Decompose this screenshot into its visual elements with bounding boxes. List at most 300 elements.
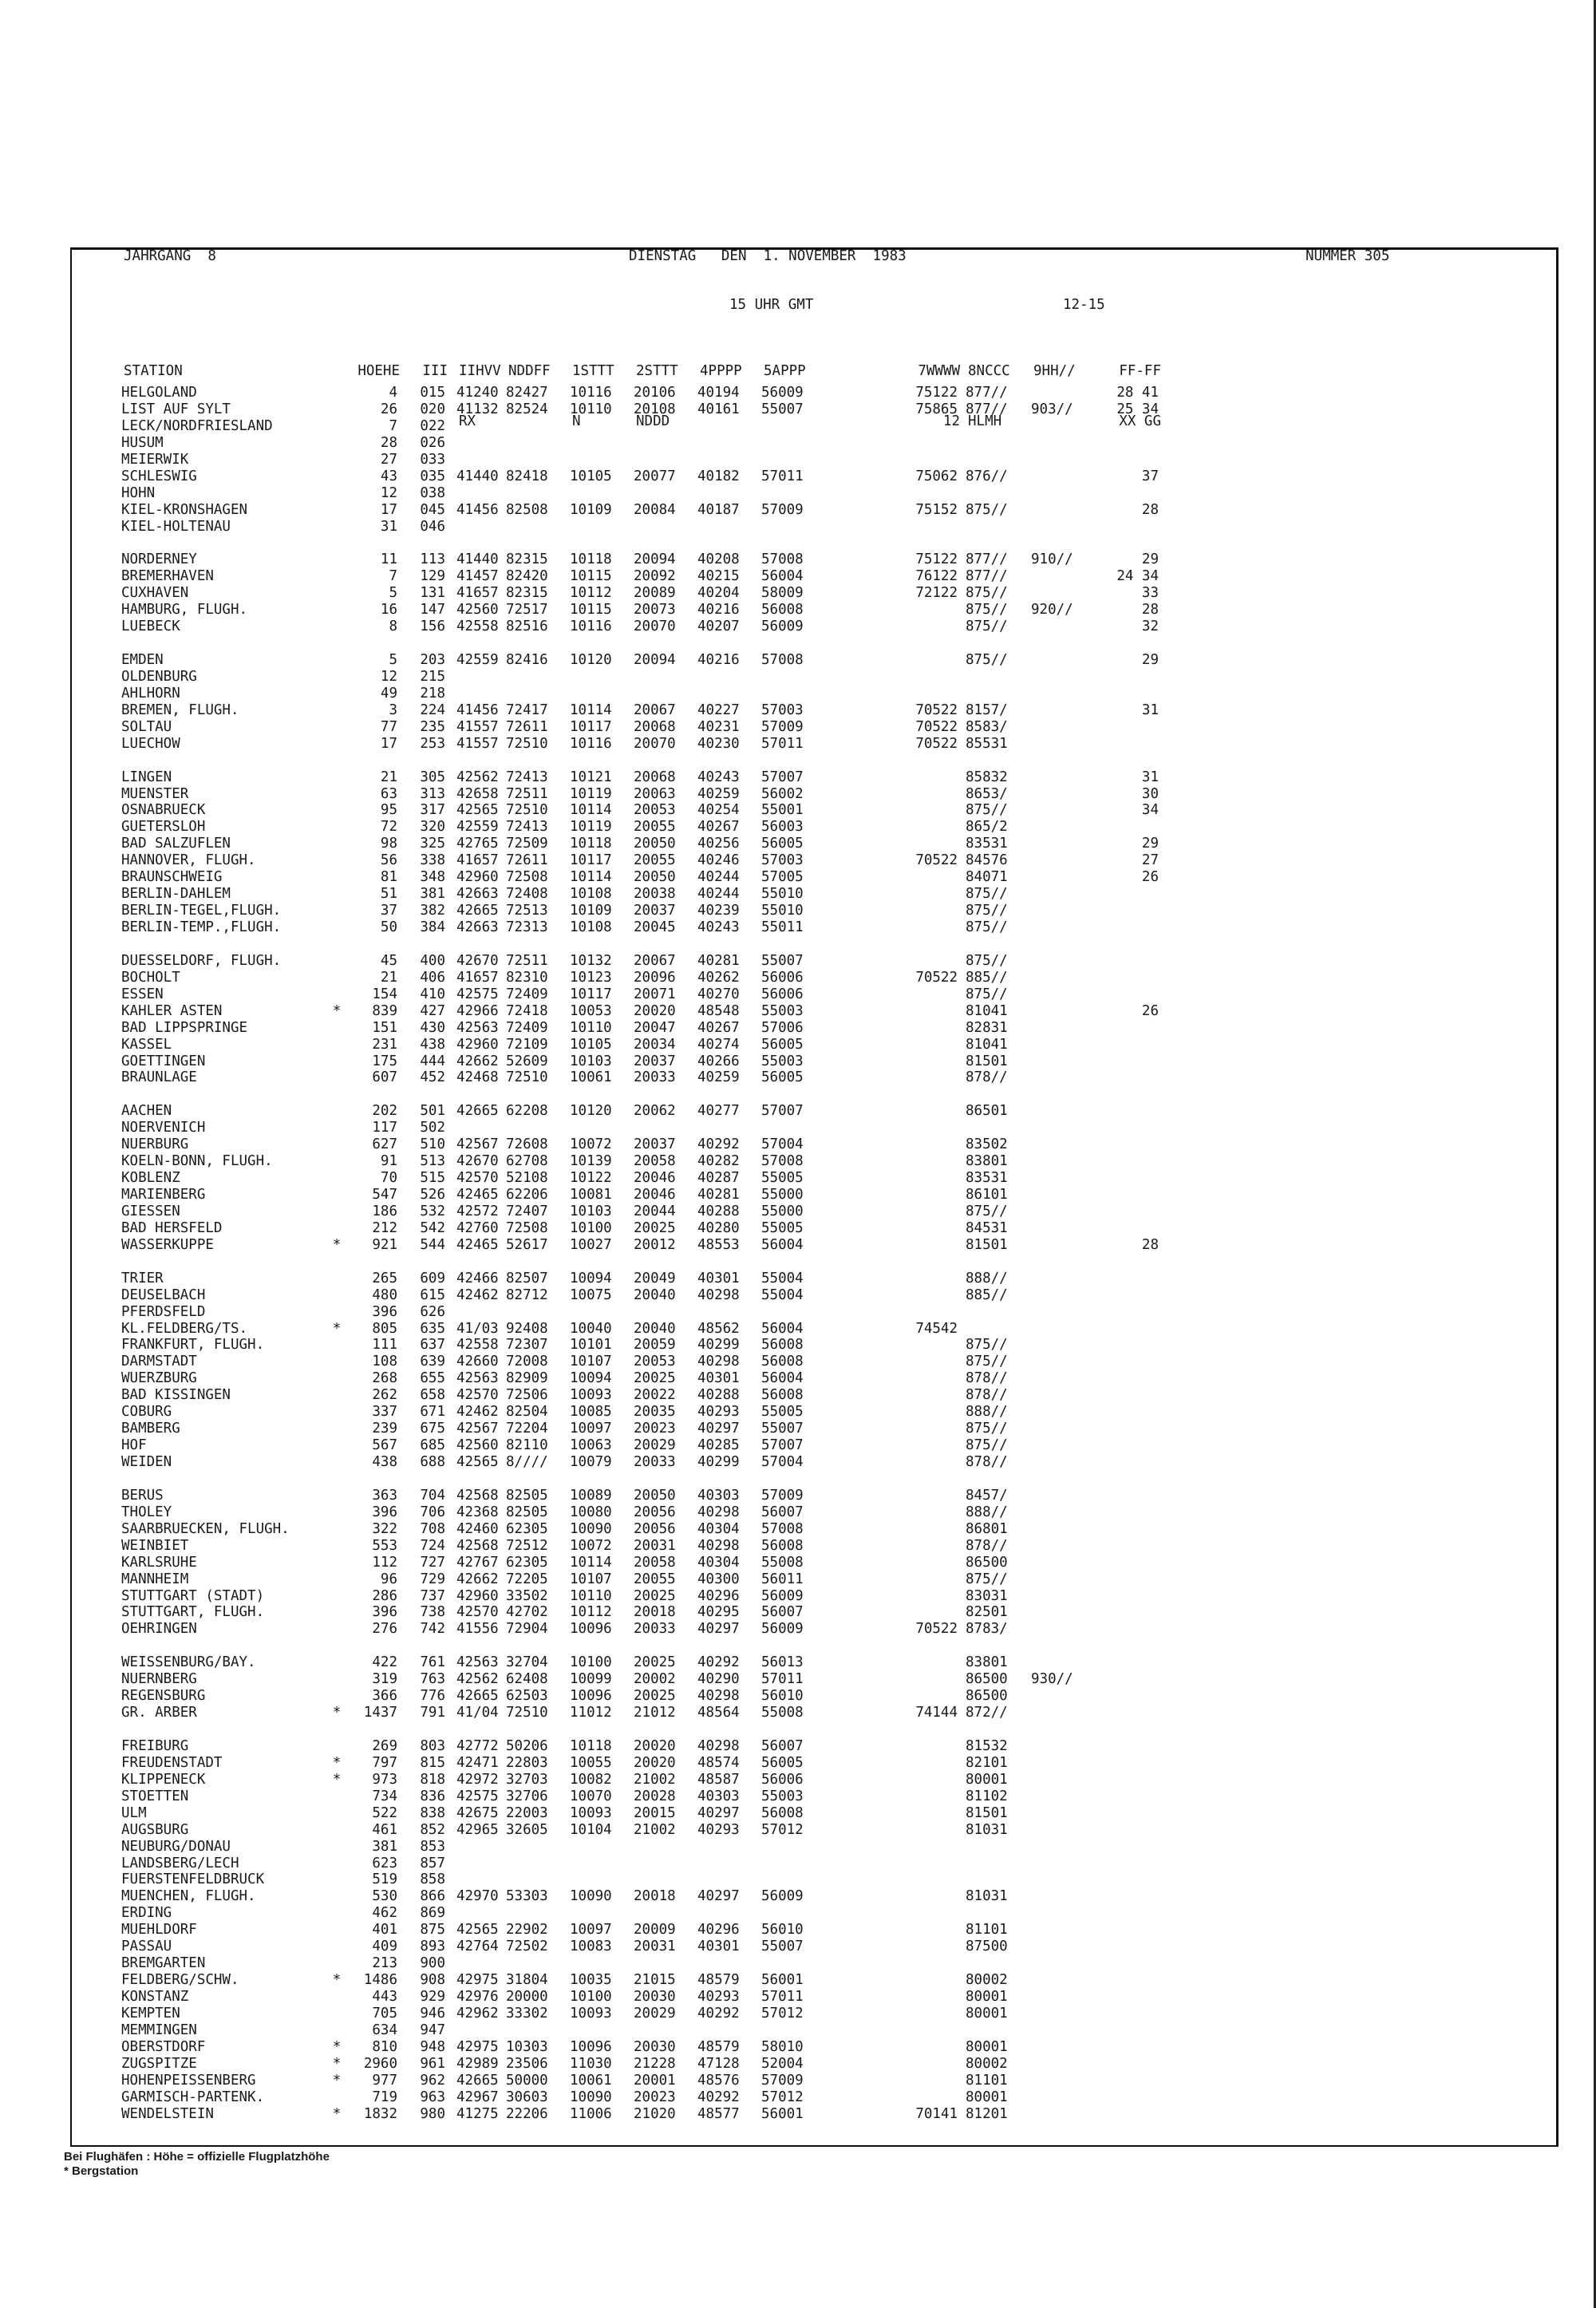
station-name: HOHENPEISSENBERG <box>121 2072 256 2089</box>
table-row <box>121 1220 1159 1237</box>
group-iihvv: 42970 <box>456 1888 499 1905</box>
group-nddff: 82909 <box>506 1370 548 1387</box>
group-nddff: 50206 <box>506 1737 548 1754</box>
station-name: GARMISCH-PARTENK. <box>121 2089 265 2105</box>
station-height: 973 <box>372 1771 397 1788</box>
group-2sttt: 20046 <box>634 1187 676 1203</box>
station-name: ULM <box>121 1804 147 1821</box>
station-height: 409 <box>372 1938 397 1955</box>
group-2sttt: 20084 <box>634 501 676 518</box>
group-4pppp: 40277 <box>697 1103 740 1120</box>
station-height: 111 <box>372 1337 397 1354</box>
station-id: 381 <box>420 886 445 903</box>
group-nddff: 72611 <box>506 852 548 869</box>
group-separator <box>121 1721 1159 1738</box>
station-height: 26 <box>380 401 397 417</box>
group-1sttt: 10090 <box>570 1888 612 1905</box>
group-8nccc: 865/2 <box>966 819 1008 836</box>
group-5appp: 56003 <box>761 819 804 836</box>
station-name: THOLEY <box>121 1504 172 1520</box>
group-5appp: 57007 <box>761 1103 804 1120</box>
group-iihvv: 42570 <box>456 1170 499 1187</box>
station-name: KIEL-KRONSHAGEN <box>121 501 248 518</box>
group-8nccc: 875// <box>966 501 1008 518</box>
group-iihvv: 41657 <box>456 585 499 602</box>
station-id: 038 <box>420 484 445 501</box>
table-row <box>121 819 1159 836</box>
group-iihvv: 42772 <box>456 1737 499 1754</box>
group-4pppp: 40215 <box>697 568 740 585</box>
gust-ff: 26 <box>1141 1002 1159 1019</box>
station-height: 7 <box>389 417 397 434</box>
station-height: 522 <box>372 1804 397 1821</box>
group-1sttt: 10089 <box>570 1487 612 1504</box>
station-id: 430 <box>420 1019 445 1036</box>
station-name: LUEBECK <box>121 618 180 635</box>
station-id: 671 <box>420 1404 445 1421</box>
table-row <box>121 919 1159 936</box>
group-8nccc: 875// <box>966 585 1008 602</box>
group-5appp: 55003 <box>761 1788 804 1804</box>
group-8nccc: 888// <box>966 1504 1008 1520</box>
group-iihvv: 42468 <box>456 1069 499 1086</box>
group-8nccc: 81501 <box>966 1053 1008 1069</box>
group-9hh: 920// <box>1031 602 1073 618</box>
station-height: 77 <box>380 718 397 735</box>
station-id: 776 <box>420 1688 445 1705</box>
group-2sttt: 20022 <box>634 1387 676 1404</box>
group-1sttt: 10105 <box>570 1036 612 1053</box>
station-id: 704 <box>420 1487 445 1504</box>
group-7wwww: 74144 <box>915 1705 958 1721</box>
group-5appp: 55001 <box>761 802 804 819</box>
group-separator <box>121 1471 1159 1488</box>
station-name: HAMBURG, FLUGH. <box>121 602 248 618</box>
group-1sttt: 10139 <box>570 1153 612 1170</box>
station-name: MEIERWIK <box>121 451 189 468</box>
group-2sttt: 20070 <box>634 618 676 635</box>
station-id: 836 <box>420 1788 445 1804</box>
station-name: KARLSRUHE <box>121 1554 197 1571</box>
station-name: MUENCHEN, FLUGH. <box>121 1888 256 1905</box>
group-5appp: 55004 <box>761 1286 804 1303</box>
station-name: BRAUNLAGE <box>121 1069 197 1086</box>
station-name: HANNOVER, FLUGH. <box>121 852 256 869</box>
group-5appp: 56001 <box>761 1972 804 1989</box>
table-row <box>121 769 1159 786</box>
group-iihvv: 42670 <box>456 1153 499 1170</box>
group-iihvv: 42975 <box>456 1972 499 1989</box>
station-id: 946 <box>420 2005 445 2021</box>
group-4pppp: 40296 <box>697 1587 740 1604</box>
group-2sttt: 20094 <box>634 551 676 568</box>
group-2sttt: 20046 <box>634 1170 676 1187</box>
group-1sttt: 10115 <box>570 568 612 585</box>
group-nddff: 72508 <box>506 869 548 886</box>
group-iihvv: 42976 <box>456 1989 499 2005</box>
table-row <box>121 836 1159 852</box>
group-nddff: 82505 <box>506 1487 548 1504</box>
station-id: 215 <box>420 668 445 685</box>
station-id: 113 <box>420 551 445 568</box>
group-4pppp: 40298 <box>697 1354 740 1370</box>
table-row <box>121 1788 1159 1805</box>
station-id: 929 <box>420 1989 445 2005</box>
group-2sttt: 20015 <box>634 1804 676 1821</box>
group-2sttt: 20029 <box>634 1437 676 1454</box>
station-name: BAD KISSINGEN <box>121 1387 231 1404</box>
station-id: 253 <box>420 735 445 752</box>
station-height: 921 <box>372 1236 397 1253</box>
group-5appp: 56004 <box>761 1236 804 1253</box>
group-2sttt: 20067 <box>634 701 676 718</box>
group-4pppp: 40301 <box>697 1270 740 1286</box>
station-name: BAD LIPPSPRINGE <box>121 1019 248 1036</box>
group-5appp: 56007 <box>761 1604 804 1621</box>
station-id: 033 <box>420 451 445 468</box>
group-2sttt: 20030 <box>634 1989 676 2005</box>
header-group-1sttt: N <box>572 413 581 429</box>
station-height: 17 <box>380 501 397 518</box>
gust-ff: 31 <box>1141 769 1159 785</box>
table-row <box>121 1120 1159 1136</box>
table-row <box>121 669 1159 686</box>
group-iihvv: 42665 <box>456 1688 499 1705</box>
station-name: DEUSELBACH <box>121 1286 206 1303</box>
station-id: 501 <box>420 1103 445 1120</box>
group-nddff: 82315 <box>506 585 548 602</box>
station-name: BERLIN-TEMP.,FLUGH. <box>121 919 282 935</box>
group-4pppp: 40208 <box>697 551 740 568</box>
group-nddff: 72502 <box>506 1938 548 1955</box>
station-name: GR. ARBER <box>121 1705 197 1721</box>
group-8nccc: 86500 <box>966 1688 1008 1705</box>
station-name: KL.FELDBERG/TS. <box>121 1320 248 1337</box>
table-row <box>121 418 1159 435</box>
group-1sttt: 10110 <box>570 1019 612 1036</box>
station-id: 022 <box>420 417 445 434</box>
group-8nccc: 81201 <box>966 2105 1008 2122</box>
group-4pppp: 40280 <box>697 1219 740 1236</box>
station-id: 742 <box>420 1621 445 1638</box>
group-nddff: 72205 <box>506 1571 548 1587</box>
station-id: 815 <box>420 1754 445 1771</box>
table-row <box>121 1321 1159 1338</box>
group-iihvv: 41/03 <box>456 1320 499 1337</box>
group-8nccc: 878// <box>966 1069 1008 1086</box>
group-8nccc: 875// <box>966 1571 1008 1587</box>
group-1sttt: 10063 <box>570 1437 612 1454</box>
group-4pppp: 40297 <box>697 1804 740 1821</box>
group-7wwww: 75122 <box>915 551 958 568</box>
group-iihvv: 42568 <box>456 1537 499 1554</box>
header-group-8nccc: 8NCCC <box>968 362 1010 379</box>
station-height: 11 <box>380 551 397 568</box>
group-1sttt: 10094 <box>570 1270 612 1286</box>
station-id: 452 <box>420 1069 445 1086</box>
group-7wwww: 75122 <box>915 385 958 401</box>
group-5appp: 55008 <box>761 1554 804 1571</box>
group-iihvv: 42562 <box>456 769 499 785</box>
gust-ff: 37 <box>1141 468 1159 484</box>
station-height: 1486 <box>363 1972 397 1989</box>
station-height: 977 <box>372 2072 397 2089</box>
group-4pppp: 48548 <box>697 1002 740 1019</box>
group-nddff: 72408 <box>506 886 548 903</box>
station-id: 637 <box>420 1337 445 1354</box>
station-height: 519 <box>372 1871 397 1888</box>
group-iihvv: 41/04 <box>456 1705 499 1721</box>
station-name: BAD SALZUFLEN <box>121 836 231 852</box>
group-1sttt: 10117 <box>570 986 612 1002</box>
gust-ff: 27 <box>1141 852 1159 869</box>
table-row <box>121 502 1159 519</box>
group-2sttt: 20049 <box>634 1270 676 1286</box>
group-4pppp: 40216 <box>697 602 740 618</box>
table-row <box>121 2056 1159 2073</box>
table-row <box>121 652 1159 669</box>
group-nddff: 72008 <box>506 1354 548 1370</box>
group-nddff: 72409 <box>506 1019 548 1036</box>
group-8nccc: 81501 <box>966 1804 1008 1821</box>
mountain-marker: * <box>332 1705 342 1721</box>
mountain-marker: * <box>332 1320 342 1337</box>
station-height: 81 <box>380 869 397 886</box>
group-2sttt: 20055 <box>634 852 676 869</box>
table-row <box>121 1805 1159 1822</box>
group-5appp: 55010 <box>761 903 804 919</box>
group-2sttt: 21015 <box>634 1972 676 1989</box>
group-iihvv: 42575 <box>456 1788 499 1804</box>
station-height: 2960 <box>363 2055 397 2072</box>
group-2sttt: 20089 <box>634 585 676 602</box>
table-row <box>121 1020 1159 1037</box>
table-row <box>121 736 1159 753</box>
station-id: 948 <box>420 2038 445 2055</box>
group-2sttt: 20055 <box>634 819 676 836</box>
table-row <box>121 1588 1159 1605</box>
header-group-iihvv: RX <box>459 413 476 429</box>
station-name: FELDBERG/SCHW. <box>121 1972 239 1989</box>
group-8nccc: 81102 <box>966 1788 1008 1804</box>
station-name: AUGSBURG <box>121 1821 189 1838</box>
station-height: 21 <box>380 969 397 986</box>
group-8nccc: 878// <box>966 1537 1008 1554</box>
station-name: KEMPTEN <box>121 2005 180 2021</box>
group-iihvv: 42670 <box>456 952 499 969</box>
station-name: GOETTINGEN <box>121 1053 206 1069</box>
station-height: 265 <box>372 1270 397 1286</box>
station-id: 045 <box>420 501 445 518</box>
header-group-7wwww: 12 <box>942 413 960 429</box>
group-2sttt: 20012 <box>634 1236 676 1253</box>
table-row <box>121 1437 1159 1454</box>
group-iihvv: 42567 <box>456 1421 499 1437</box>
station-height: 547 <box>372 1187 397 1203</box>
group-nddff: 72510 <box>506 802 548 819</box>
station-name: LIST AUF SYLT <box>121 401 231 417</box>
group-iihvv: 42565 <box>456 1922 499 1938</box>
station-id: 131 <box>420 585 445 602</box>
group-1sttt: 10072 <box>570 1537 612 1554</box>
mountain-marker: * <box>332 1236 342 1253</box>
group-iihvv: 42465 <box>456 1187 499 1203</box>
station-id: 427 <box>420 1002 445 1019</box>
group-4pppp: 40298 <box>697 1737 740 1754</box>
station-id: 317 <box>420 802 445 819</box>
table-row <box>121 1053 1159 1070</box>
group-iihvv: 42989 <box>456 2055 499 2072</box>
group-2sttt: 20025 <box>634 1370 676 1387</box>
table-row <box>121 1521 1159 1538</box>
group-4pppp: 40231 <box>697 718 740 735</box>
station-height: 805 <box>372 1320 397 1337</box>
station-height: 91 <box>380 1153 397 1170</box>
group-2sttt: 20045 <box>634 919 676 935</box>
group-4pppp: 40298 <box>697 1504 740 1520</box>
station-height: 443 <box>372 1989 397 2005</box>
group-nddff: 30603 <box>506 2089 548 2105</box>
group-nddff: 72513 <box>506 903 548 919</box>
station-name: MEMMINGEN <box>121 2021 197 2038</box>
group-1sttt: 10027 <box>570 1236 612 1253</box>
group-8nccc: 84576 <box>966 852 1008 869</box>
group-5appp: 56004 <box>761 568 804 585</box>
group-2sttt: 20092 <box>634 568 676 585</box>
group-8nccc: 875// <box>966 952 1008 969</box>
group-1sttt: 10075 <box>570 1286 612 1303</box>
group-9hh: 930// <box>1031 1671 1073 1688</box>
group-1sttt: 10093 <box>570 1804 612 1821</box>
group-nddff: 53303 <box>506 1888 548 1905</box>
station-name: TRIER <box>121 1270 164 1286</box>
group-5appp: 55003 <box>761 1053 804 1069</box>
group-iihvv: 42663 <box>456 919 499 935</box>
station-id: 688 <box>420 1454 445 1470</box>
station-height: 396 <box>372 1504 397 1520</box>
station-id: 852 <box>420 1821 445 1838</box>
header-group-8nccc: HLMH <box>968 413 1002 429</box>
group-1sttt: 10061 <box>570 1069 612 1086</box>
group-5appp: 55003 <box>761 1002 804 1019</box>
group-iihvv: 41440 <box>456 551 499 568</box>
group-2sttt: 20040 <box>634 1320 676 1337</box>
group-iihvv: 42975 <box>456 2038 499 2055</box>
mountain-marker: * <box>332 1771 342 1788</box>
group-8nccc: 8583/ <box>966 718 1008 735</box>
table-row <box>121 401 1159 418</box>
group-5appp: 55010 <box>761 886 804 903</box>
group-2sttt: 20056 <box>634 1504 676 1520</box>
group-5appp: 56008 <box>761 602 804 618</box>
group-nddff: 82418 <box>506 468 548 484</box>
header-group-9hh: 9HH// <box>1033 362 1076 379</box>
group-4pppp: 40161 <box>697 401 740 417</box>
group-iihvv: 41556 <box>456 1621 499 1638</box>
group-1sttt: 10107 <box>570 1354 612 1370</box>
station-height: 810 <box>372 2038 397 2055</box>
table-row <box>121 1538 1159 1555</box>
group-nddff: 72418 <box>506 1002 548 1019</box>
station-id: 738 <box>420 1604 445 1621</box>
group-nddff: 72511 <box>506 785 548 802</box>
station-id: 737 <box>420 1587 445 1604</box>
table-row <box>121 1271 1159 1287</box>
group-2sttt: 20030 <box>634 2038 676 2055</box>
station-id: 313 <box>420 785 445 802</box>
station-height: 212 <box>372 1219 397 1236</box>
table-row <box>121 618 1159 635</box>
station-name: MANNHEIM <box>121 1571 189 1587</box>
group-separator <box>121 1254 1159 1271</box>
group-nddff: 72904 <box>506 1621 548 1638</box>
group-4pppp: 40293 <box>697 1404 740 1421</box>
group-iihvv: 42570 <box>456 1387 499 1404</box>
group-8nccc: 86801 <box>966 1520 1008 1537</box>
group-5appp: 57007 <box>761 1437 804 1454</box>
station-id: 615 <box>420 1286 445 1303</box>
group-8nccc: 82101 <box>966 1754 1008 1771</box>
station-id: 046 <box>420 518 445 535</box>
group-nddff: 72608 <box>506 1136 548 1153</box>
station-id: 218 <box>420 685 445 701</box>
footnote-airport-height: Bei Flughäfen : Höhe = offizielle Flugplatzhöhe <box>64 2150 330 2164</box>
group-4pppp: 40298 <box>697 1286 740 1303</box>
group-1sttt: 10094 <box>570 1370 612 1387</box>
group-8nccc: 81101 <box>966 2072 1008 2089</box>
station-height: 117 <box>372 1120 397 1136</box>
station-id: 727 <box>420 1554 445 1571</box>
group-1sttt: 10055 <box>570 1754 612 1771</box>
group-8nccc: 888// <box>966 1404 1008 1421</box>
station-name: BERLIN-TEGEL,FLUGH. <box>121 903 282 919</box>
station-id: 410 <box>420 986 445 1002</box>
group-nddff: 72413 <box>506 819 548 836</box>
station-height: 623 <box>372 1855 397 1871</box>
group-iihvv: 42560 <box>456 1437 499 1454</box>
group-8nccc: 80001 <box>966 2038 1008 2055</box>
group-8nccc: 80002 <box>966 2055 1008 2072</box>
group-iihvv: 42960 <box>456 1036 499 1053</box>
station-id: 685 <box>420 1437 445 1454</box>
group-2sttt: 20020 <box>634 1002 676 1019</box>
group-5appp: 55007 <box>761 952 804 969</box>
station-height: 51 <box>380 886 397 903</box>
group-iihvv: 42572 <box>456 1203 499 1219</box>
table-row <box>121 585 1159 602</box>
group-1sttt: 10082 <box>570 1771 612 1788</box>
group-5appp: 55007 <box>761 1421 804 1437</box>
table-row <box>121 1555 1159 1571</box>
station-height: 45 <box>380 952 397 969</box>
table-row <box>121 468 1159 485</box>
station-id: 724 <box>420 1537 445 1554</box>
group-nddff: 72413 <box>506 769 548 785</box>
station-id: 761 <box>420 1654 445 1671</box>
station-height: 63 <box>380 785 397 802</box>
header-group-iihvv: IIHVV <box>459 362 501 379</box>
group-nddff: 42702 <box>506 1604 548 1621</box>
group-4pppp: 40300 <box>697 1571 740 1587</box>
table-row <box>121 602 1159 618</box>
issue-number: NUMMER 305 <box>1306 248 1390 264</box>
group-4pppp: 40292 <box>697 2005 740 2021</box>
station-name: WEISSENBURG/BAY. <box>121 1654 256 1671</box>
group-iihvv: 42466 <box>456 1270 499 1286</box>
group-2sttt: 20023 <box>634 2089 676 2105</box>
station-id: 026 <box>420 434 445 451</box>
group-nddff: 22003 <box>506 1804 548 1821</box>
